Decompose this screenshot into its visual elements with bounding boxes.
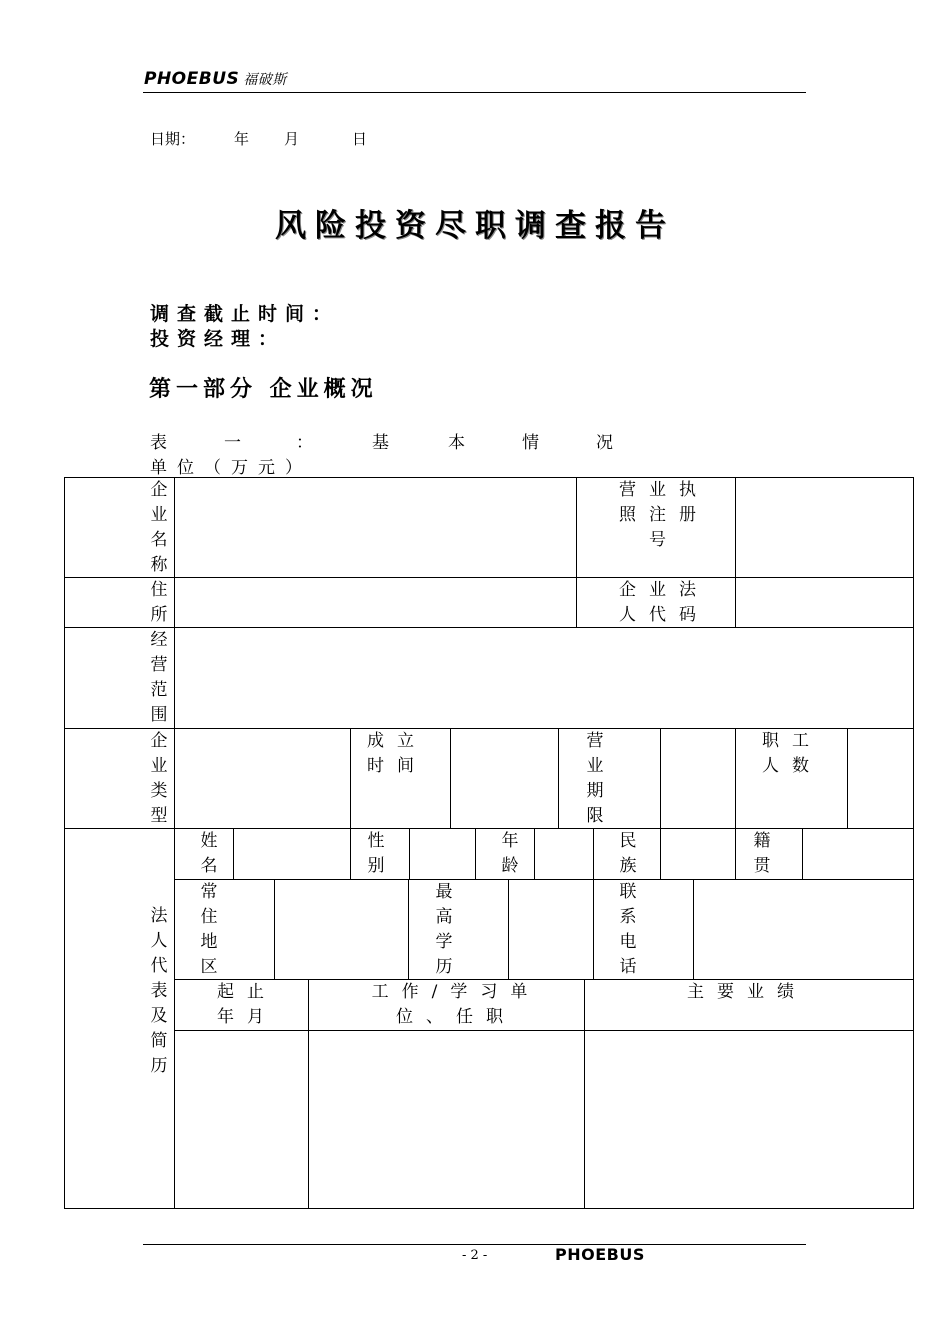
license-no-label-cell (576, 477, 736, 578)
license-no-label: 营业执照注册号 (619, 480, 709, 550)
period-header-cell (174, 979, 309, 1031)
date-line (150, 128, 367, 149)
ethnicity-label-cell (593, 828, 661, 880)
ethnicity-value[interactable] (660, 828, 736, 880)
investment-manager-label: 投资经理： (150, 328, 286, 350)
business-scope-value[interactable] (174, 627, 914, 729)
phone-label-cell (593, 879, 694, 980)
phone-label: 联系电话 (619, 882, 637, 977)
term-label-cell (558, 728, 661, 829)
gender-label: 性别 (367, 831, 385, 876)
work-unit-entry[interactable] (308, 1030, 585, 1209)
company-type-value[interactable] (174, 728, 351, 829)
caption-char: 情 (522, 433, 539, 453)
residence-label-cell (174, 879, 275, 980)
staff-label: 职工人数 (762, 731, 822, 776)
achievements-header: 主要业绩 (687, 982, 807, 1002)
staff-value[interactable] (847, 728, 914, 829)
staff-label-cell (735, 728, 848, 829)
caption-char: 况 (596, 433, 613, 453)
legal-code-label: 企业法人代码 (619, 580, 709, 625)
legal-code-label-cell (576, 577, 736, 628)
native-place-label-cell (735, 828, 803, 880)
native-place-label: 籍贯 (753, 831, 771, 876)
education-label-cell (408, 879, 509, 980)
caption-char: 一 (224, 433, 241, 453)
business-scope-label: 经营范围 (150, 630, 168, 725)
header-brand-latin: PHOEBUS (144, 69, 240, 89)
age-label-cell (475, 828, 535, 880)
table-unit: 单位（万元） (150, 458, 312, 478)
company-name-value[interactable] (174, 477, 577, 578)
phone-value[interactable] (693, 879, 914, 980)
residence-value[interactable] (274, 879, 409, 980)
founded-value[interactable] (450, 728, 559, 829)
gender-value[interactable] (409, 828, 476, 880)
work-unit-header: 工作/学习单位、任职 (371, 982, 541, 1027)
ethnicity-label: 民族 (619, 831, 637, 876)
report-title: 风险投资尽职调查报告 (275, 208, 675, 244)
company-name-label-cell (64, 477, 175, 578)
legal-rep-label: 法人代表及简历 (150, 906, 168, 1076)
company-type-label-cell (64, 728, 175, 829)
achievements-entry[interactable] (584, 1030, 914, 1209)
cutoff-date-label: 调查截止时间： (150, 303, 340, 325)
age-label: 年龄 (501, 831, 519, 876)
header-brand-chinese: 福破斯 (243, 72, 287, 88)
footer-brand: PHOEBUS (555, 1245, 645, 1264)
education-value[interactable] (508, 879, 594, 980)
table-caption (150, 428, 630, 452)
caption-char: ： (296, 433, 313, 453)
caption-char: 本 (448, 433, 465, 453)
date-day: 日 (352, 130, 368, 148)
date-label: 日期： (150, 130, 196, 148)
company-name-label: 企业名称 (150, 480, 168, 575)
name-label: 姓名 (200, 831, 218, 876)
header-brand (144, 69, 287, 89)
company-type-label: 企业类型 (150, 731, 168, 826)
gender-label-cell (350, 828, 410, 880)
founded-label-cell (350, 728, 451, 829)
caption-char: 基 (372, 433, 389, 453)
work-unit-header-cell (308, 979, 585, 1031)
address-value[interactable] (174, 577, 577, 628)
date-year: 年 (234, 130, 250, 148)
founded-label: 成立时间 (367, 731, 427, 776)
section-title: 第一部分 企业概况 (149, 377, 378, 402)
footer-rule (143, 1244, 806, 1245)
name-value[interactable] (233, 828, 351, 880)
name-label-cell (174, 828, 234, 880)
period-header: 起止年月 (217, 982, 277, 1027)
achievements-header-cell (584, 979, 914, 1031)
caption-char: 表 (150, 433, 167, 453)
native-place-value[interactable] (802, 828, 914, 880)
legal-code-value[interactable] (735, 577, 914, 628)
page-number: - 2 - (462, 1248, 488, 1263)
header-rule (143, 92, 806, 93)
business-scope-label-cell (64, 627, 175, 729)
residence-label: 常住地区 (200, 882, 218, 977)
legal-rep-label-cell (64, 828, 175, 1209)
term-label: 营业期限 (586, 731, 604, 826)
address-label: 住所 (150, 580, 168, 625)
address-label-cell (64, 577, 175, 628)
date-month: 月 (284, 130, 300, 148)
license-no-value[interactable] (735, 477, 914, 578)
age-value[interactable] (534, 828, 594, 880)
period-entry[interactable] (174, 1030, 309, 1209)
term-value[interactable] (660, 728, 736, 829)
education-label: 最高学历 (435, 882, 453, 977)
